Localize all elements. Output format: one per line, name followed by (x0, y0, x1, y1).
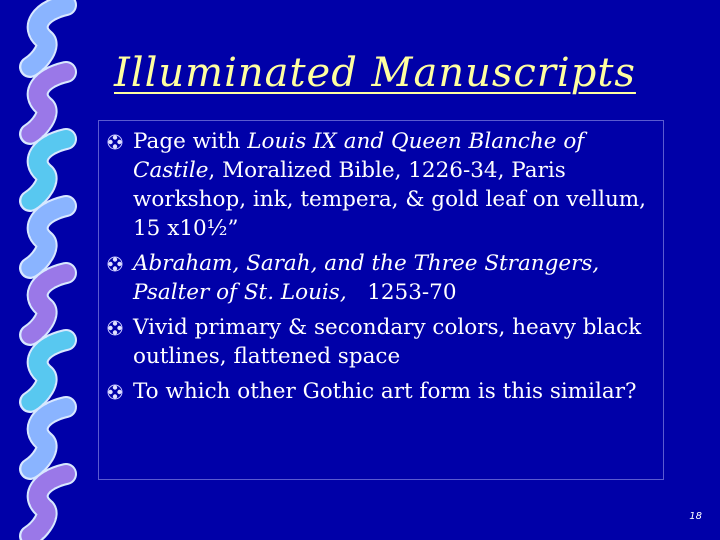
slide-title: Illuminated Manuscripts (114, 50, 636, 96)
slide-number: 18 (689, 511, 702, 522)
bullet-1-post: , Moralized Bible, 1226-34, Paris workshop, ink, tempera, & gold leaf on vellum, 15 x10½” (133, 158, 647, 241)
bullet-item-4 (133, 377, 655, 406)
ornament-bullet-icon (107, 320, 123, 336)
bullet-list (99, 121, 663, 406)
bullet-3-text: Vivid primary & secondary colors, heavy black outlines, flattened space (133, 315, 642, 369)
bullet-1-pre: Page with (133, 129, 248, 154)
bullet-item-1 (133, 127, 655, 243)
bullet-item-2 (133, 249, 655, 307)
bullet-item-3 (133, 313, 655, 371)
ornament-bullet-icon (107, 134, 123, 150)
bullet-2-post: 1253-70 (346, 280, 457, 305)
ornament-bullet-icon (107, 256, 123, 272)
content-box (98, 120, 664, 480)
bullet-2-italic: Abraham, Sarah, and the Three Strangers, Psalter of St. Louis, (133, 251, 600, 305)
ornament-bullet-icon (107, 384, 123, 400)
bullet-4-text: To which other Gothic art form is this similar? (133, 379, 637, 404)
bullet-1-italic: Louis IX and Queen Blanche of Castile (133, 129, 585, 183)
spiral-ribbon-decoration (0, 0, 110, 540)
